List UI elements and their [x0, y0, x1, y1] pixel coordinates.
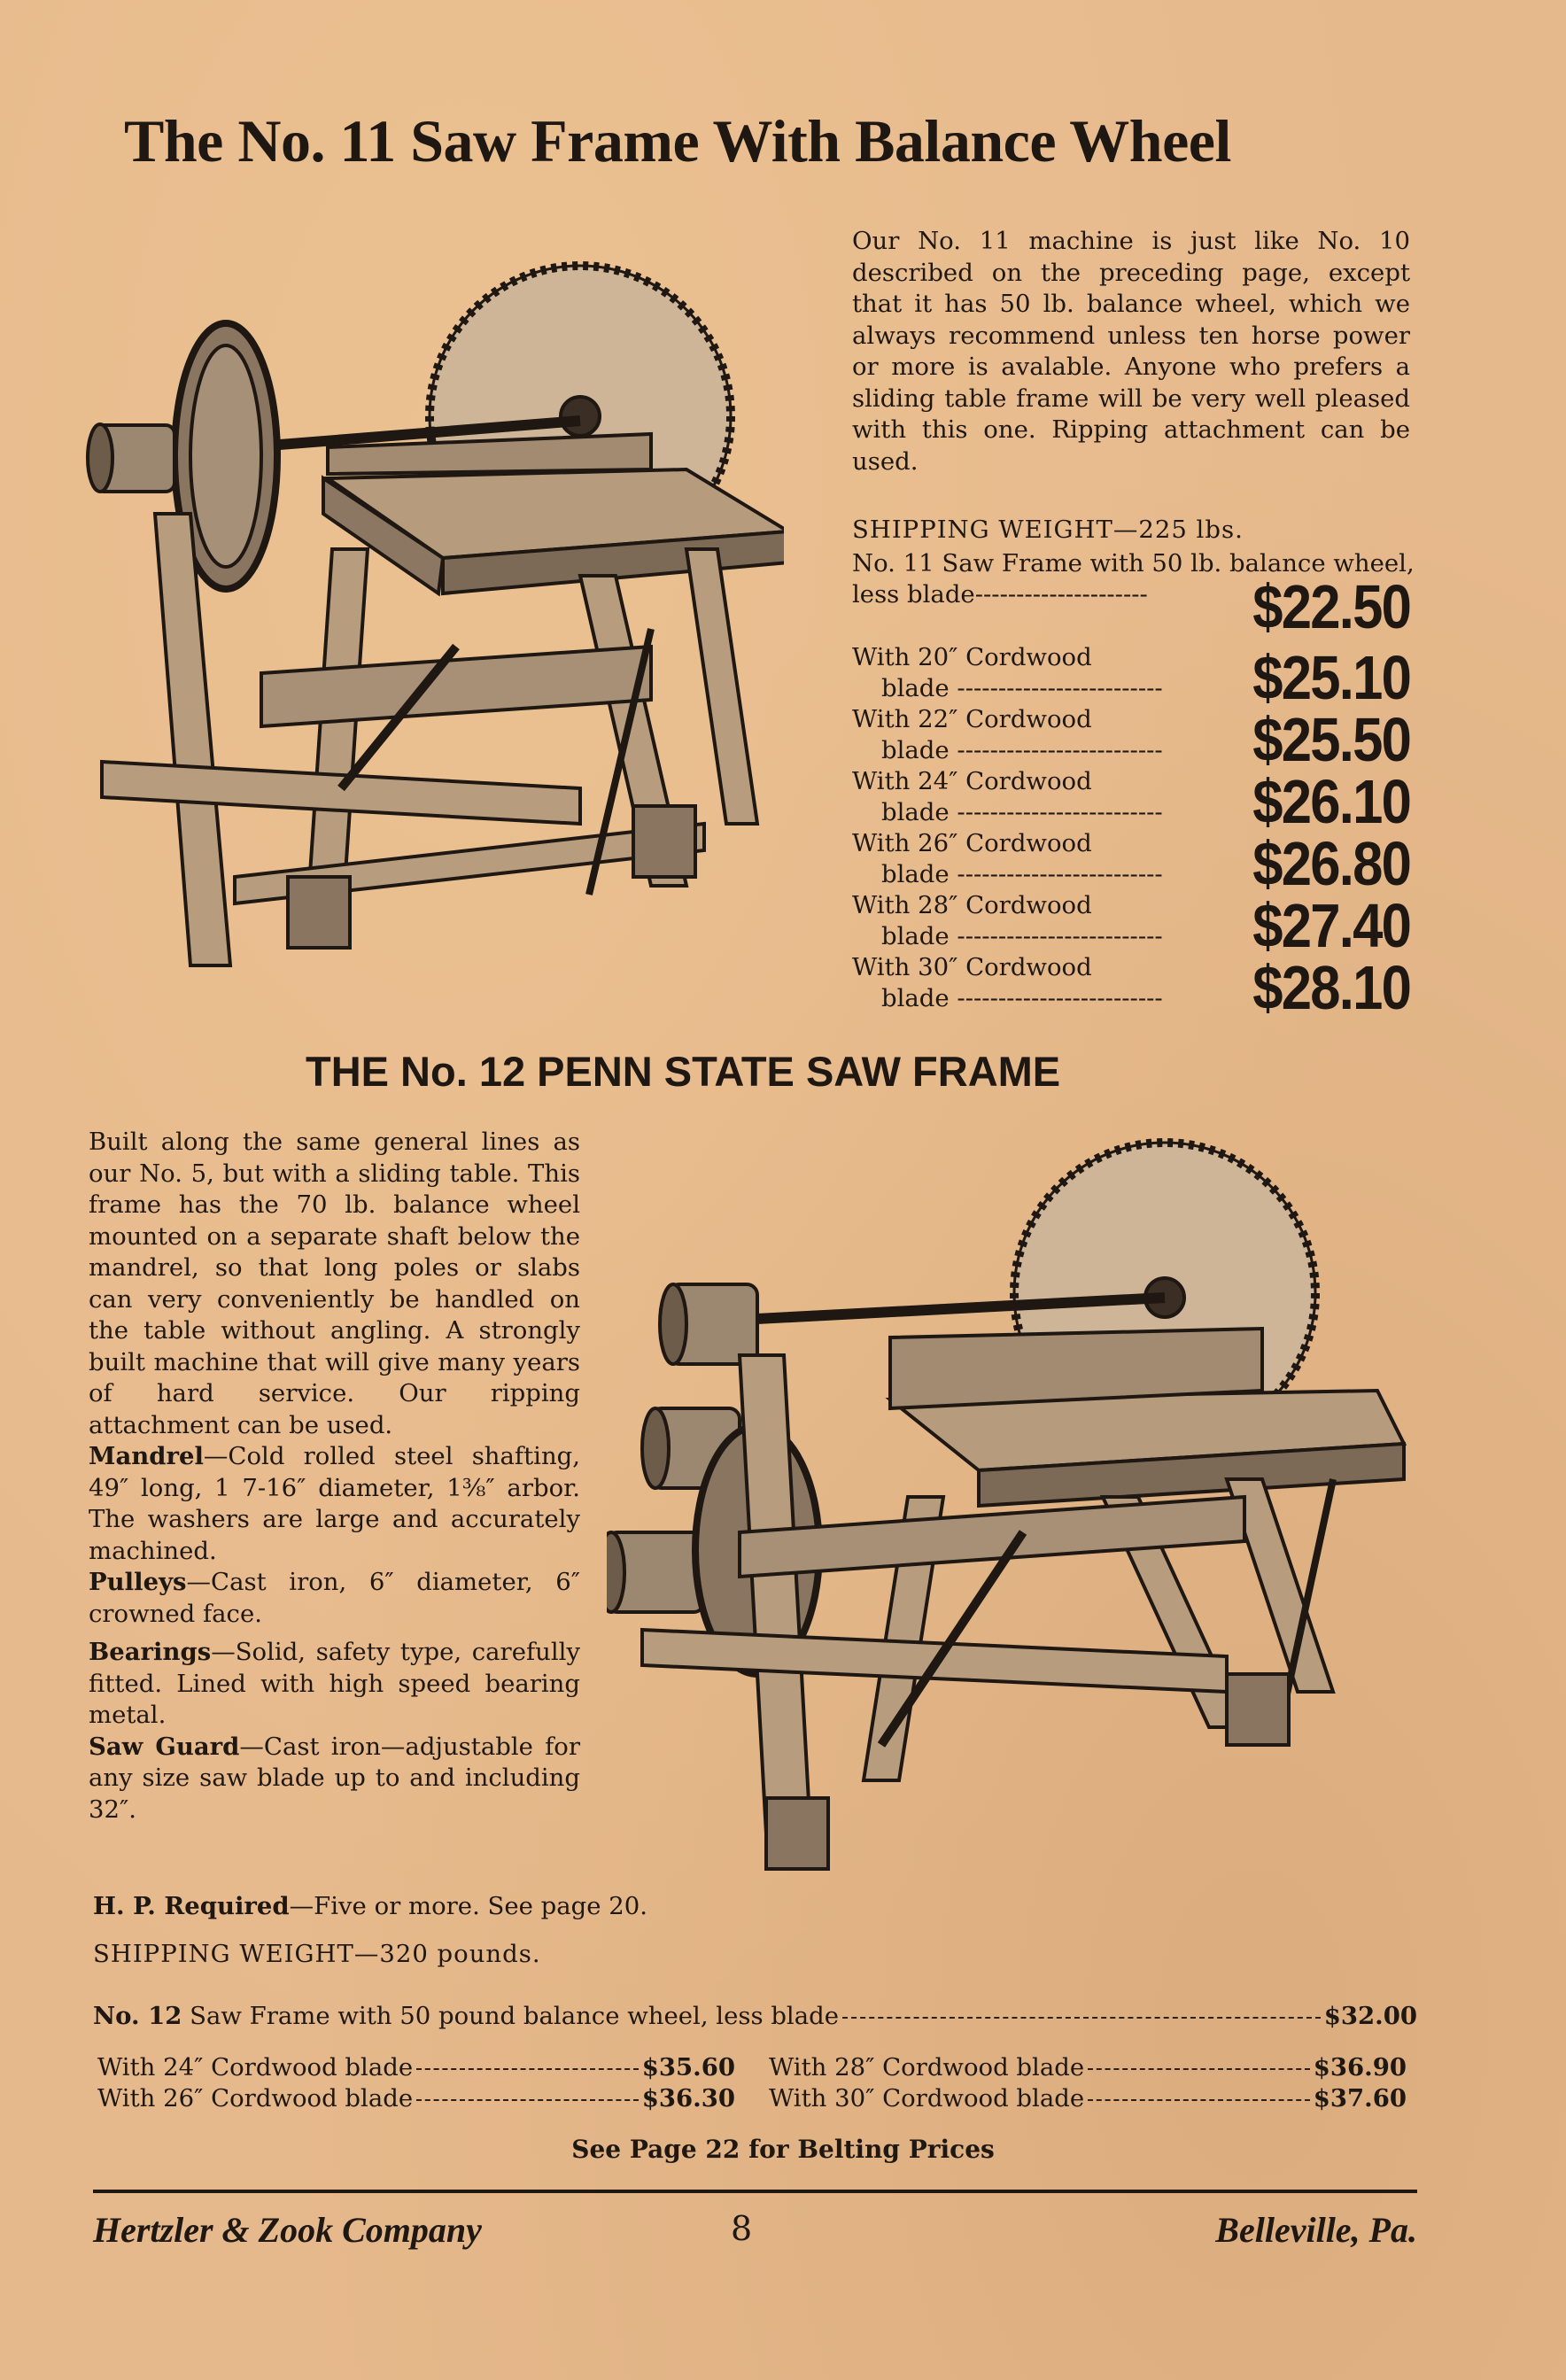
- spec-label: Saw Guard: [89, 1732, 240, 1761]
- price-value: $27.40: [1252, 891, 1410, 960]
- price-row-label: With 30″ Cordwood: [852, 953, 1092, 981]
- spec-label: Mandrel: [89, 1442, 204, 1470]
- price-row-label: With 24″ Cordwood: [852, 767, 1092, 795]
- no11-price-row: [852, 705, 1410, 774]
- spec-text: —Cast iron, 6″ diameter, 6″ crowned face.: [89, 1568, 580, 1628]
- price-row-label: No. 11 Saw Frame with 50 lb. balance wheel,: [852, 549, 1415, 578]
- no12-title: THE No. 12 PENN STATE SAW FRAME: [306, 1048, 1061, 1095]
- leader-dots: [1088, 2068, 1310, 2070]
- spec-text: —Solid, safety type, carefully fitted. Lined with high speed bearing metal.: [89, 1638, 580, 1729]
- blade-text: With 26″ Cordwood blade: [97, 2084, 414, 2113]
- footer-company: Hertzler & Zook Company: [93, 2210, 482, 2250]
- belting-note: See Page 22 for Belting Prices: [571, 2135, 995, 2164]
- no11-price-row: [852, 549, 1415, 641]
- blade-text: With 28″ Cordwood blade: [769, 2053, 1085, 2082]
- no11-description: Our No. 11 machine is just like No. 10 described on the preceding page, except that it has 50 lb. balance wheel, which we always recommend unless ten horse power or more is avalable. Anyone who prefers a sliding table frame will be very well pleased with this one. Ripping attachment can be used.: [852, 227, 1410, 476]
- price-value: $25.10: [1252, 643, 1410, 712]
- blade-price: $35.60: [641, 2053, 735, 2082]
- spec-pulleys: [89, 1567, 580, 1630]
- spec-label: Bearings: [89, 1638, 212, 1666]
- price-row-sublabel: blade -------------------------: [881, 860, 1163, 888]
- spec-bearings: [89, 1637, 580, 1732]
- spec-label: Pulleys: [89, 1568, 187, 1596]
- no12-saw-frame-illustration: [607, 1125, 1413, 1878]
- no12-base-price: $32.00: [1323, 2002, 1417, 2030]
- no12-shipping-weight: SHIPPING WEIGHT—320 pounds.: [93, 1940, 541, 1968]
- price-value: $26.80: [1252, 829, 1410, 898]
- spec-mandrel: [89, 1441, 580, 1567]
- leader-dots: [1088, 2099, 1310, 2101]
- no11-price-row: [852, 891, 1410, 960]
- no11-shipping-weight: SHIPPING WEIGHT—225 lbs.: [852, 516, 1244, 544]
- no12-base-price-line: [93, 2002, 1417, 2030]
- price-row-sublabel: blade -------------------------: [881, 674, 1163, 702]
- no12-base-text: Saw Frame with 50 pound balance wheel, less blade: [190, 2002, 840, 2030]
- blade-price: $37.60: [1313, 2084, 1407, 2113]
- leader-dots: [416, 2068, 639, 2070]
- hp-required: [93, 1892, 647, 1920]
- no11-price-row: [852, 953, 1410, 1022]
- blade-text: With 30″ Cordwood blade: [769, 2084, 1085, 2113]
- price-value: $28.10: [1252, 953, 1410, 1022]
- no11-price-row: [852, 767, 1410, 836]
- price-row-label: With 26″ Cordwood: [852, 829, 1092, 857]
- spec-saw-guard: [89, 1732, 580, 1826]
- footer-location: Belleville, Pa.: [1215, 2210, 1417, 2250]
- price-row-label: With 22″ Cordwood: [852, 705, 1092, 733]
- price-row-sublabel: blade -------------------------: [881, 798, 1163, 826]
- leader-dots: [842, 2017, 1321, 2019]
- hp-text: —Five or more. See page 20.: [289, 1892, 648, 1920]
- no12-blade-price-line: [97, 2084, 735, 2113]
- blade-text: With 24″ Cordwood blade: [97, 2053, 414, 2082]
- no12-blade-price-line: [769, 2084, 1407, 2113]
- no12-label: No. 12: [93, 2002, 182, 2030]
- no11-saw-frame-illustration: [84, 257, 784, 992]
- blade-price: $36.30: [641, 2084, 735, 2113]
- leader-dots: [416, 2099, 639, 2101]
- price-row-sublabel: blade -------------------------: [881, 984, 1163, 1012]
- no12-blade-price-line: [97, 2053, 735, 2082]
- price-value: $26.10: [1252, 767, 1410, 836]
- blade-price: $36.90: [1313, 2053, 1407, 2082]
- no11-title: The No. 11 Saw Frame With Balance Wheel: [124, 107, 1231, 174]
- price-row-sublabel: blade -------------------------: [881, 736, 1163, 764]
- no12-description-block: [89, 1127, 580, 1826]
- no11-price-row: [852, 643, 1410, 712]
- spec-text: —Cold rolled steel shafting, 49″ long, 1 7-16″ diameter, 1⅜″ arbor. The washers are large and accurately machined.: [89, 1442, 580, 1565]
- price-row-label: With 20″ Cordwood: [852, 643, 1092, 671]
- price-row-sublabel: blade -------------------------: [881, 922, 1163, 950]
- price-row-sublabel: less blade---------------------: [852, 580, 1148, 609]
- no11-price-row: [852, 829, 1410, 898]
- no12-description: Built along the same general lines as our No. 5, but with a sliding table. This frame has the 70 lb. balance wheel mounted on a separate shaft below the mandrel, so that long poles or slabs can very conveniently be handled on the table without angling. A strongly built machine that will give many years of hard service. Our ripping attachment can be used.: [89, 1128, 580, 1439]
- price-value: $25.50: [1252, 705, 1410, 774]
- spec-text: —Cast iron—adjustable for any size saw blade up to and including 32″.: [89, 1732, 580, 1824]
- no12-blade-price-line: [769, 2053, 1407, 2082]
- hp-label: H. P. Required: [93, 1892, 290, 1920]
- footer-rule: [93, 2190, 1417, 2193]
- price-value: $22.50: [1252, 572, 1410, 641]
- price-row-label: With 28″ Cordwood: [852, 891, 1092, 919]
- page-number: 8: [731, 2209, 753, 2248]
